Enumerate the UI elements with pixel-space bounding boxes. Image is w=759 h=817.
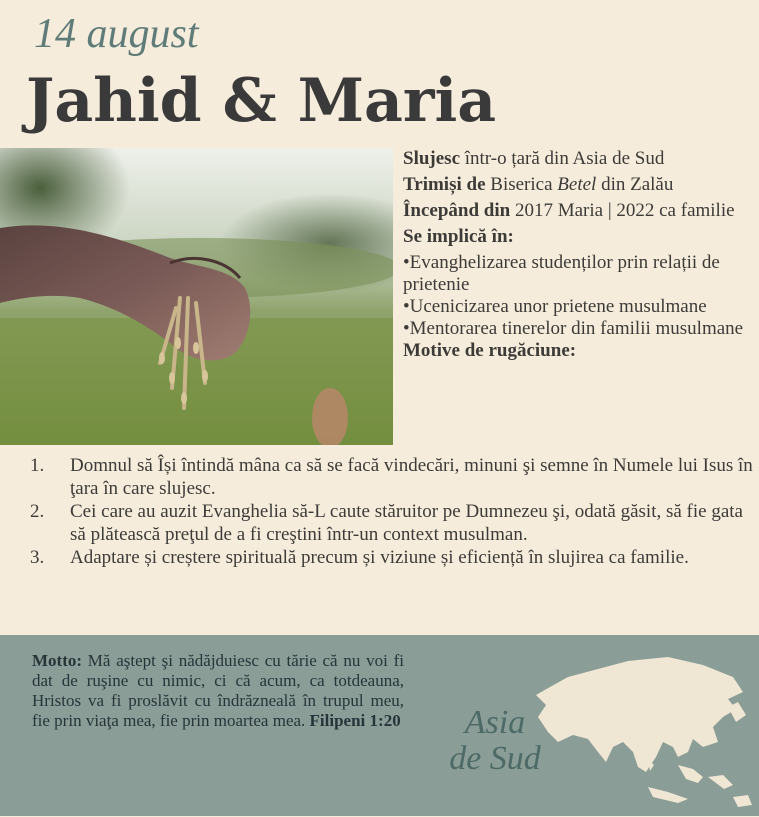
prayer-number: 2.	[30, 501, 45, 522]
prayer-item	[30, 500, 755, 546]
rice-hand-photo	[0, 148, 393, 445]
asia-map	[528, 647, 754, 812]
motto	[32, 651, 404, 731]
involved-item: •Evanghelizarea studenților prin relații de prietenie	[403, 252, 720, 295]
motto-text: Mă aştept şi nădăjduiesc cu tărie că nu voi fi dat de ruşine cu nimic, ci că acum, ca totdeauna, Hristos va fi proslăvit cu îndrăzneală în trupul meu, fie prin viaţa mea, fie prin moartea mea.	[32, 651, 404, 730]
sent-label: Trimiși de	[403, 174, 486, 195]
since-label: Începând din	[403, 200, 511, 221]
since-text: 2017 Maria | 2022 ca familie	[510, 200, 735, 221]
serves-row	[403, 148, 753, 170]
prayer-list	[30, 454, 755, 569]
involved-item: •Mentorarea tinerelor din familii musulmane	[403, 318, 744, 339]
serves-label: Slujesc	[403, 148, 460, 169]
footer-band	[0, 635, 759, 816]
sent-row	[403, 174, 753, 196]
prayer-label: Motive de rugăciune:	[403, 340, 577, 361]
prayer-number: 1.	[30, 455, 45, 476]
prayer-text: Adaptare și creștere spirituală precum și viziune și eficiență în slujirea ca familie.	[70, 547, 689, 568]
region-line-2: de Sud	[449, 740, 541, 777]
date-heading: 14 august	[34, 11, 199, 57]
prayer-item	[30, 454, 755, 500]
missionary-info	[403, 148, 753, 366]
prayer-number: 3.	[30, 547, 45, 568]
prayer-text: Cei care au auzit Evanghelia să-L caute stăruitor pe Dumnezeu şi, odată găsit, să fie gata să plătească preţul de a fi creştini într-un context musulman.	[70, 501, 743, 545]
serves-text: într-o țară din Asia de Sud	[460, 148, 665, 169]
prayer-item	[30, 546, 755, 569]
involved-item: •Ucenicizarea unor prietene musulmane	[403, 296, 707, 317]
sent-text-1: Biserica	[485, 174, 558, 195]
sent-church: Betel	[557, 174, 597, 195]
since-row	[403, 200, 753, 222]
motto-reference: Filipeni 1:20	[309, 711, 401, 730]
involved-label: Se implică în:	[403, 226, 514, 247]
sent-text-2: din Zalău	[596, 174, 674, 195]
page-title: Jahid & Maria	[26, 66, 497, 136]
region-label	[440, 705, 550, 777]
motto-label: Motto:	[32, 651, 83, 670]
prayer-text: Domnul să Își întindă mâna ca să se facă vindecări, minuni şi semne în Numele lui Isus în ţara în care slujesc.	[70, 455, 753, 499]
region-line-1: Asia	[464, 704, 526, 741]
